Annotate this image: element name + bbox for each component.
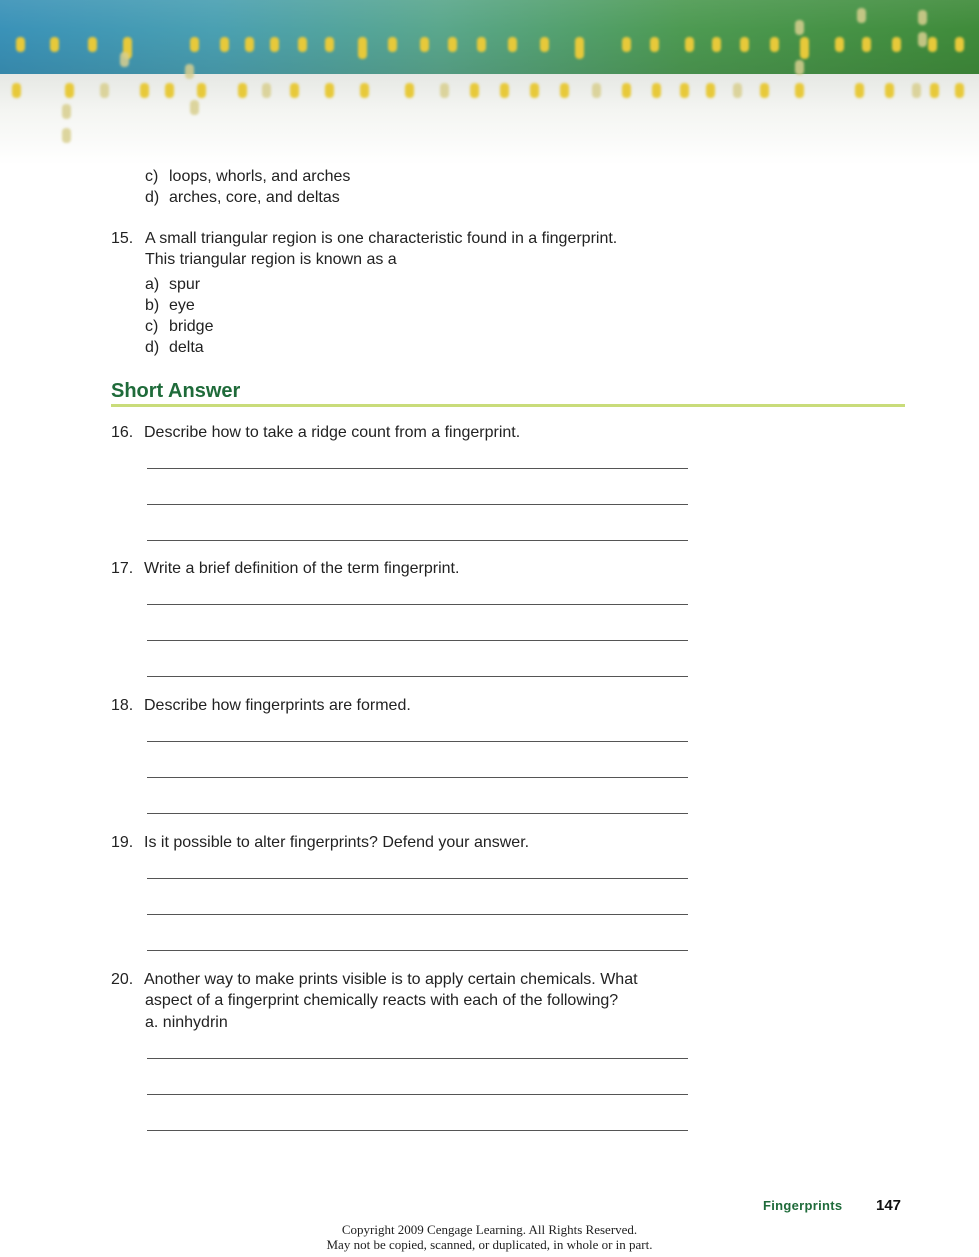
banner-dot (835, 37, 844, 52)
q15-option-d-letter: d) (145, 339, 160, 356)
q18-number: 18. (111, 697, 134, 714)
q15-option-b-letter: b) (145, 297, 160, 314)
banner-dot (88, 37, 97, 52)
section-heading-short-answer: Short Answer (111, 380, 241, 402)
banner-dot (575, 37, 584, 59)
banner-dot (955, 37, 964, 52)
banner-dot (120, 52, 129, 67)
q19-answer-line-1[interactable] (147, 878, 688, 879)
q20-answer-line-1[interactable] (147, 1058, 688, 1059)
footer-page-number: 147 (876, 1197, 902, 1214)
banner-dot (855, 83, 864, 98)
q20-text-line2: aspect of a fingerprint chemically reacts with each of the following? (145, 992, 619, 1009)
banner-dot (220, 37, 229, 52)
banner-dot (592, 83, 601, 98)
banner-dot (508, 37, 517, 52)
banner-dot (712, 37, 721, 52)
banner-dot (918, 10, 927, 25)
q19-answer-line-3[interactable] (147, 950, 688, 951)
q15-option-c-text: bridge (169, 318, 214, 335)
banner-dot (165, 83, 174, 98)
banner-dot (795, 83, 804, 98)
banner-dot (65, 83, 74, 98)
banner-dot (800, 37, 809, 59)
banner-dot (100, 83, 109, 98)
q16-answer-line-1[interactable] (147, 468, 688, 469)
banner-dot (290, 83, 299, 98)
banner-dot (360, 83, 369, 98)
banner-dot (50, 37, 59, 52)
banner-dot (470, 83, 479, 98)
q15-number: 15. (111, 230, 134, 247)
banner-dot (622, 83, 631, 98)
banner-dot (16, 37, 25, 52)
q15-text-line2: This triangular region is known as a (145, 251, 397, 268)
q15-option-c-letter: c) (145, 318, 159, 335)
banner-dot (197, 83, 206, 98)
q16-number: 16. (111, 424, 134, 441)
banner-dot (325, 83, 334, 98)
banner-dot (298, 37, 307, 52)
banner-dot (885, 83, 894, 98)
copyright-line-2: May not be copied, scanned, or duplicated, in whole or in part. (326, 1237, 653, 1252)
banner-dot (500, 83, 509, 98)
q14-option-c-letter: c) (145, 168, 159, 185)
banner-dot (190, 100, 199, 115)
banner-dot (760, 83, 769, 98)
banner-dot (740, 37, 749, 52)
q15-option-b-text: eye (169, 297, 195, 314)
q15-option-a-text: spur (169, 276, 201, 293)
q16-text: Describe how to take a ridge count from a fingerprint. (144, 424, 521, 441)
banner-dot (140, 83, 149, 98)
banner-dot (62, 104, 71, 119)
banner-dot (245, 37, 254, 52)
banner-dot (325, 37, 334, 52)
q17-text: Write a brief definition of the term fingerprint. (144, 560, 460, 577)
section-rule (111, 404, 905, 407)
banner-dot (185, 64, 194, 79)
q20-text-line1: Another way to make prints visible is to apply certain chemicals. What (144, 971, 638, 988)
banner-dot (706, 83, 715, 98)
banner-dot (930, 83, 939, 98)
banner-dot (652, 83, 661, 98)
banner-gradient-band (0, 0, 979, 74)
q18-answer-line-1[interactable] (147, 741, 688, 742)
banner-dot (955, 83, 964, 98)
q20-subitem-a: a. ninhydrin (145, 1014, 228, 1031)
footer-chapter-title: Fingerprints (763, 1198, 843, 1213)
banner-dot (912, 83, 921, 98)
banner-dot (12, 83, 21, 98)
q19-number: 19. (111, 834, 134, 851)
banner-dot (680, 83, 689, 98)
q19-text: Is it possible to alter fingerprints? Defend your answer. (144, 834, 530, 851)
banner-dot (622, 37, 631, 52)
banner-dot (388, 37, 397, 52)
banner-dot (448, 37, 457, 52)
q20-answer-line-2[interactable] (147, 1094, 688, 1095)
banner-dot (530, 83, 539, 98)
q18-answer-line-3[interactable] (147, 813, 688, 814)
banner-dot (190, 37, 199, 52)
q18-text: Describe how fingerprints are formed. (144, 697, 411, 714)
q20-number: 20. (111, 971, 134, 988)
q16-answer-line-2[interactable] (147, 504, 688, 505)
q18-answer-line-2[interactable] (147, 777, 688, 778)
banner-dot (540, 37, 549, 52)
banner-dot (440, 83, 449, 98)
banner-dot (358, 37, 367, 59)
q20-answer-line-3[interactable] (147, 1130, 688, 1131)
banner-dot (795, 20, 804, 35)
banner-dot (918, 32, 927, 47)
q15-option-a-letter: a) (145, 276, 160, 293)
banner-dot (928, 37, 937, 52)
banner-dot (857, 8, 866, 23)
banner-dot (560, 83, 569, 98)
copyright-line-1: Copyright 2009 Cengage Learning. All Rights Reserved. (341, 1222, 638, 1237)
q19-answer-line-2[interactable] (147, 914, 688, 915)
q15-text-line1: A small triangular region is one characteristic found in a fingerprint. (145, 230, 618, 247)
banner-dot (62, 128, 71, 143)
banner-dot (477, 37, 486, 52)
q17-number: 17. (111, 560, 134, 577)
banner-dot (685, 37, 694, 52)
q17-answer-line-2[interactable] (147, 640, 688, 641)
q15-option-d-text: delta (169, 339, 204, 356)
banner-dot (262, 83, 271, 98)
banner-dot (892, 37, 901, 52)
q14-option-c-text: loops, whorls, and arches (169, 168, 351, 185)
banner-dot (733, 83, 742, 98)
banner-dot (795, 60, 804, 75)
q17-answer-line-3[interactable] (147, 676, 688, 677)
banner-dot (862, 37, 871, 52)
banner-dot (405, 83, 414, 98)
q14-option-d-text: arches, core, and deltas (169, 189, 340, 206)
q14-option-d-letter: d) (145, 189, 160, 206)
banner-dot (270, 37, 279, 52)
banner-dot (238, 83, 247, 98)
header-banner (0, 0, 979, 165)
banner-dot (650, 37, 659, 52)
q16-answer-line-3[interactable] (147, 540, 688, 541)
banner-dot (420, 37, 429, 52)
banner-dot (770, 37, 779, 52)
q17-answer-line-1[interactable] (147, 604, 688, 605)
